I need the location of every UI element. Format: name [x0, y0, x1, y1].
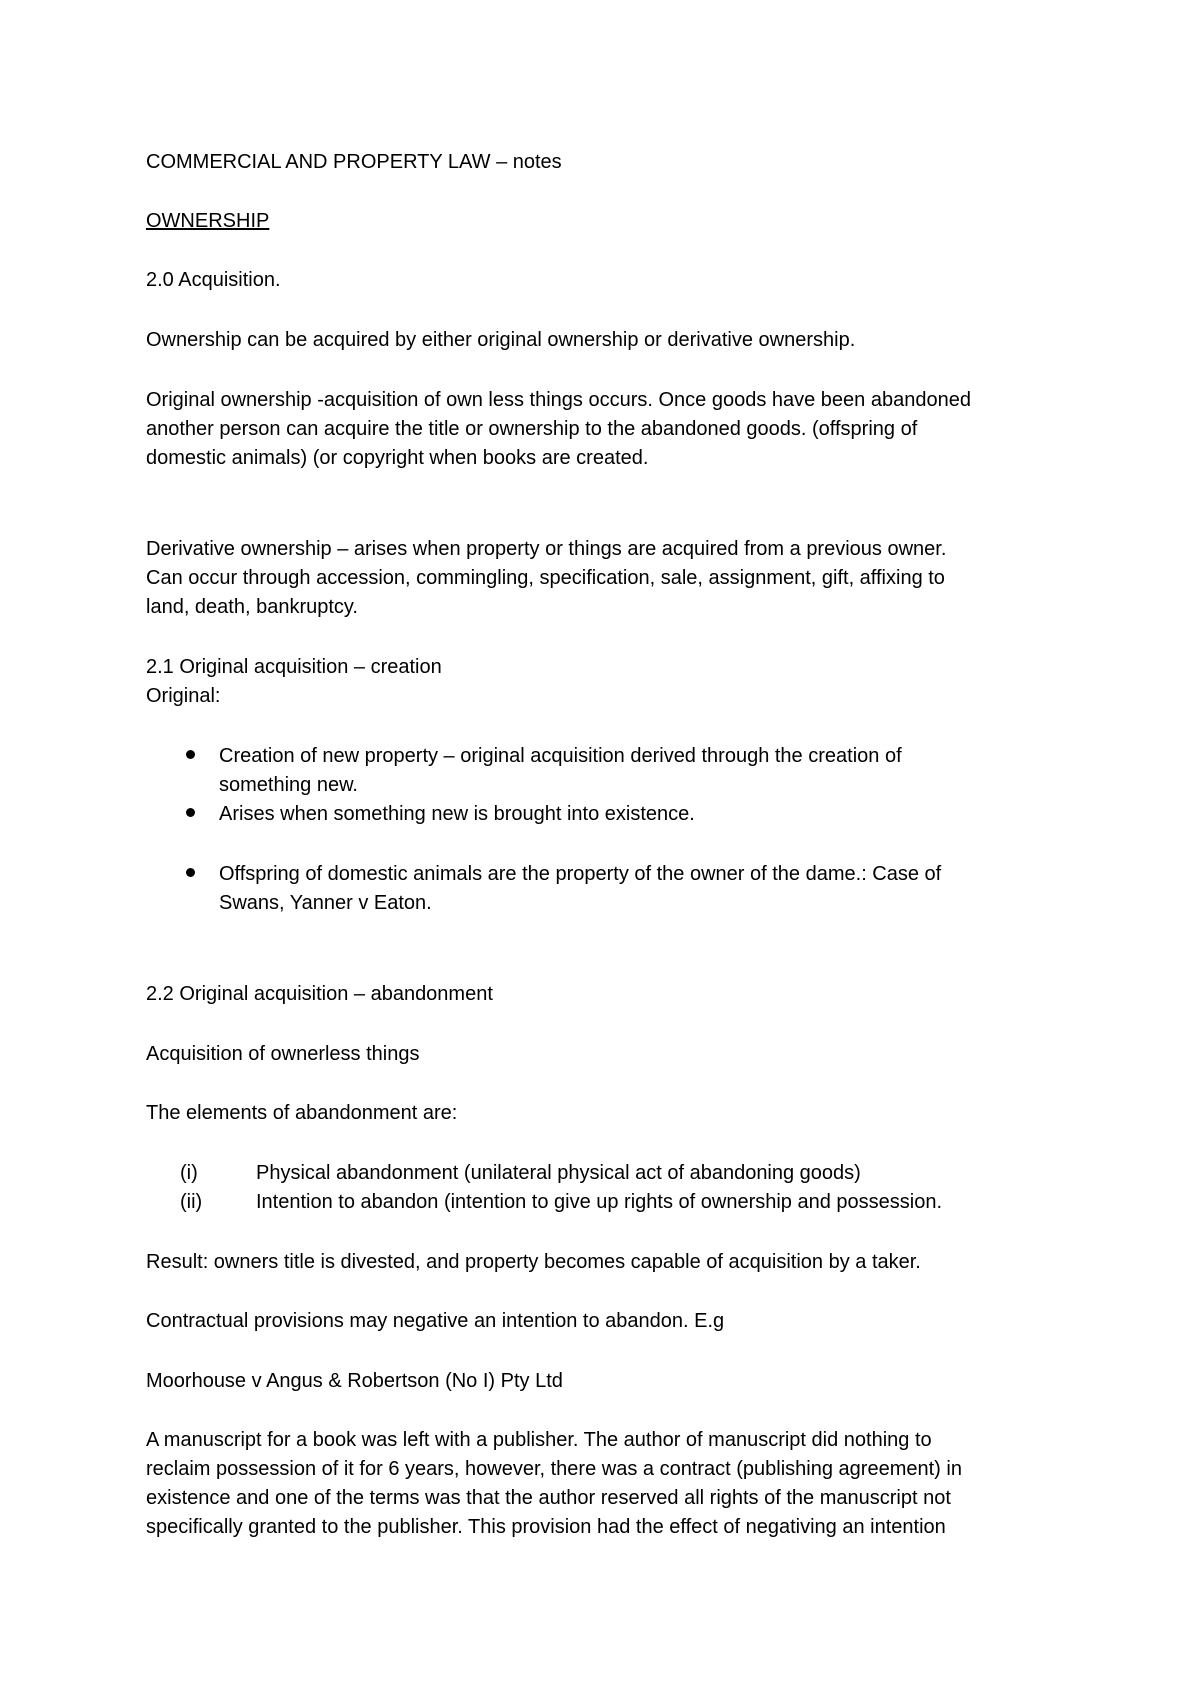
paragraph-elements-intro: The elements of abandonment are: [146, 1102, 458, 1124]
bullet-marker [186, 868, 195, 877]
paragraph-ownerless-things: Acquisition of ownerless things [146, 1043, 420, 1065]
list-item-text: Physical abandonment (unilateral physical act of abandoning goods) [256, 1162, 861, 1184]
bullet-item-line: Offspring of domestic animals are the property of the owner of the dame.: Case of [219, 863, 942, 885]
bullet-item-line: something new. [219, 774, 358, 796]
case-name: Moorhouse v Angus & Robertson (No I) Pty Ltd [146, 1370, 563, 1392]
paragraph-derivative-ownership-line: Can occur through accession, commingling, specification, sale, assignment, gift, affixing to [146, 567, 945, 589]
paragraph-original-ownership-line: Original ownership -acquisition of own less things occurs. Once goods have been abandoned [146, 389, 971, 411]
bullet-item-line: Arises when something new is brought into existence. [219, 803, 695, 825]
list-number: (i) [180, 1162, 198, 1184]
heading-2-2: 2.2 Original acquisition – abandonment [146, 983, 493, 1005]
bullet-marker [186, 750, 195, 759]
subheading-original: Original: [146, 685, 221, 707]
document-title: COMMERCIAL AND PROPERTY LAW – notes [146, 151, 562, 173]
paragraph-case-facts-line: A manuscript for a book was left with a publisher. The author of manuscript did nothing to [146, 1429, 932, 1451]
heading-2-0: 2.0 Acquisition. [146, 269, 281, 291]
heading-2-1: 2.1 Original acquisition – creation [146, 656, 442, 678]
paragraph-original-ownership-line: domestic animals) (or copyright when books are created. [146, 447, 649, 469]
bullet-marker [186, 808, 195, 817]
paragraph-derivative-ownership-line: land, death, bankruptcy. [146, 596, 358, 618]
paragraph-derivative-ownership-line: Derivative ownership – arises when property or things are acquired from a previous owner. [146, 538, 947, 560]
paragraph-acquisition-types: Ownership can be acquired by either original ownership or derivative ownership. [146, 329, 856, 351]
paragraph-result: Result: owners title is divested, and property becomes capable of acquisition by a taker. [146, 1251, 921, 1273]
paragraph-contractual-provisions: Contractual provisions may negative an intention to abandon. E.g [146, 1310, 725, 1332]
section-heading-ownership: OWNERSHIP [146, 210, 270, 232]
paragraph-case-facts-line: specifically granted to the publisher. This provision had the effect of negativing an intention [146, 1516, 946, 1538]
list-number: (ii) [180, 1191, 203, 1213]
bullet-item-line: Swans, Yanner v Eaton. [219, 892, 432, 914]
list-item-text: Intention to abandon (intention to give up rights of ownership and possession. [256, 1191, 943, 1213]
paragraph-original-ownership-line: another person can acquire the title or ownership to the abandoned goods. (offspring of [146, 418, 918, 440]
bullet-item-line: Creation of new property – original acquisition derived through the creation of [219, 745, 902, 767]
paragraph-case-facts-line: reclaim possession of it for 6 years, however, there was a contract (publishing agreement) in [146, 1458, 962, 1480]
paragraph-case-facts-line: existence and one of the terms was that the author reserved all rights of the manuscript not [146, 1487, 951, 1509]
